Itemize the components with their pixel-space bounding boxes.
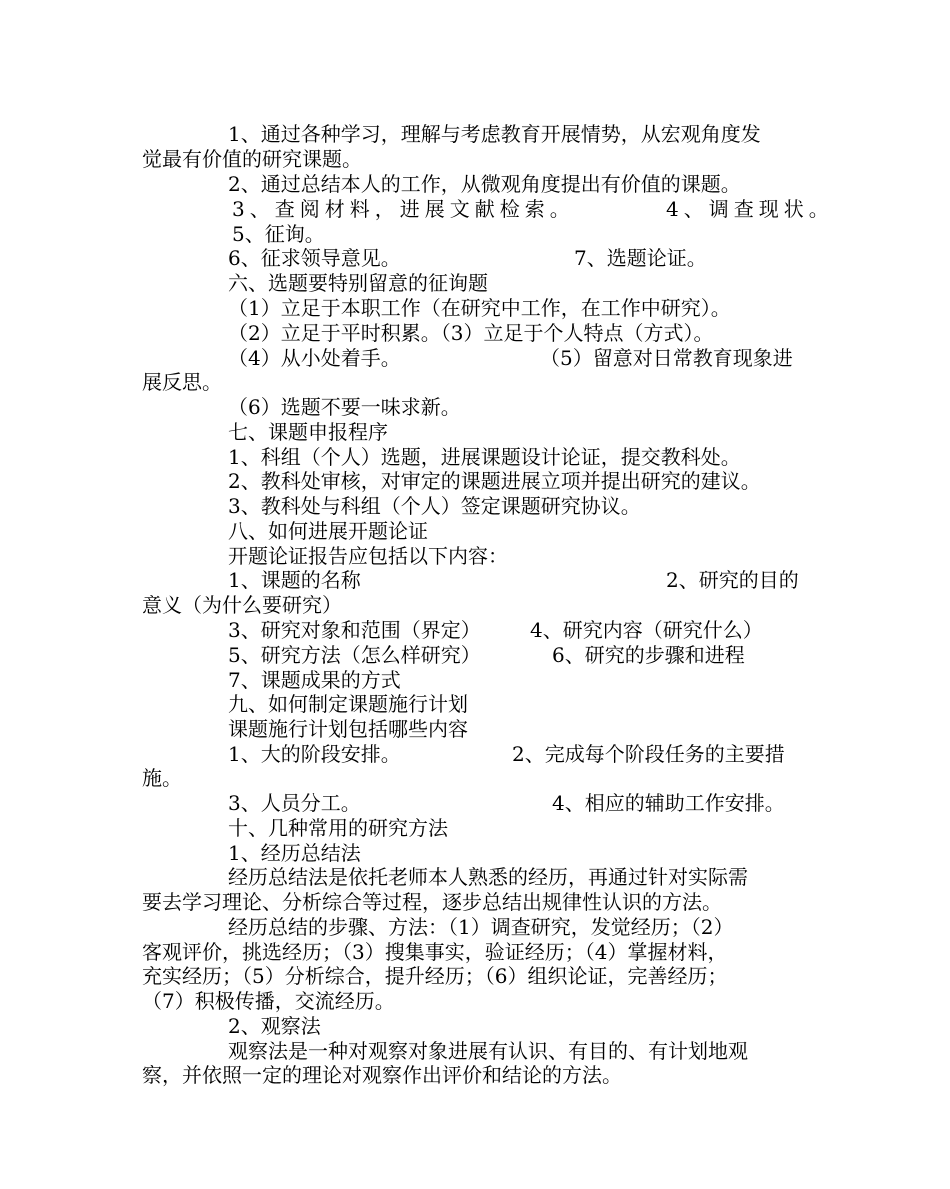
text-line: （1）立足于本职工作（在研究中工作，在工作中研究）。: [228, 296, 731, 320]
text-line-right: 4、调查现状。: [666, 197, 834, 221]
text-line: 5、征询。: [232, 222, 325, 246]
text-line: （2）立足于平时积累。（3）立足于个人特点（方式）。: [228, 321, 714, 345]
text-line: 察，并依照一定的理论对观察作出评价和结论的方法。: [142, 1063, 622, 1087]
text-line: 要去学习理论、分析综合等过程，逐步总结出规律性认识的方法。: [142, 890, 722, 914]
text-line: 经历总结法是依托老师本人熟悉的经历，再通过针对实际需: [228, 865, 748, 889]
text-line-left: 3、人员分工。: [228, 791, 361, 815]
text-line: 2、观察法: [228, 1014, 321, 1038]
text-line: 六、选题要特别留意的征询题: [228, 271, 488, 295]
text-line: 观察法是一种对观察对象进展有认识、有目的、有计划地观: [228, 1039, 748, 1063]
text-line-right: 7、选题论证。: [574, 246, 707, 270]
text-line: 展反思。: [142, 370, 222, 394]
text-line: 八、如何进展开题论证: [228, 519, 428, 543]
text-line: 3、教科处与科组（个人）签定课题研究协议。: [228, 494, 641, 518]
text-line-right: 2、研究的目的: [666, 568, 799, 592]
text-line: 1、经历总结法: [228, 841, 361, 865]
text-line: 7、课题成果的方式: [228, 668, 401, 692]
text-line: 客观评价，挑选经历；（3）搜集事实，验证经历；（4）掌握材料，: [142, 940, 728, 964]
text-line: 施。: [142, 766, 182, 790]
text-line: 充实经历；（5）分析综合，提升经历；（6）组织论证，完善经历；: [142, 964, 728, 988]
text-line-left: 3、查阅材料，进展文献检索。: [232, 197, 575, 221]
text-line-right: 4、相应的辅助工作安排。: [552, 791, 785, 815]
text-line: 课题施行计划包括哪些内容: [228, 717, 468, 741]
text-line: 1、通过各种学习，理解与考虑教育开展情势，从宏观角度发: [228, 122, 761, 146]
text-line-left: 6、征求领导意见。: [228, 246, 401, 270]
text-line-right: 2、完成每个阶段任务的主要措: [512, 742, 785, 766]
text-line-left: 1、大的阶段安排。: [228, 742, 401, 766]
text-line-right: （5）留意对日常教育现象进: [540, 346, 793, 370]
text-line-right: 6、研究的步骤和进程: [552, 643, 745, 667]
text-line: 十、几种常用的研究方法: [228, 816, 448, 840]
text-line: 2、教科处审核，对审定的课题进展立项并提出研究的建议。: [228, 469, 761, 493]
text-line-left: 1、课题的名称: [228, 568, 361, 592]
text-line: 开题论证报告应包括以下内容：: [228, 544, 508, 568]
text-line: 经历总结的步骤、方法：（1）调查研究，发觉经历；（2）: [228, 915, 734, 939]
text-line: 九、如何制定课题施行计划: [228, 692, 468, 716]
text-line: （6）选题不要一味求新。: [228, 395, 461, 419]
text-line: （7）积极传播，交流经历。: [142, 989, 395, 1013]
text-line-left: 5、研究方法（怎么样研究）: [228, 643, 481, 667]
text-line: 觉最有价值的研究课题。: [142, 147, 362, 171]
text-line: 意义（为什么要研究）: [142, 593, 342, 617]
text-line: 1、科组（个人）选题，进展课题设计论证，提交教科处。: [228, 445, 741, 469]
text-line: 七、课题申报程序: [228, 420, 388, 444]
text-line-right: 4、研究内容（研究什么）: [530, 618, 763, 642]
text-line-left: （4）从小处着手。: [228, 346, 401, 370]
text-line: 2、通过总结本人的工作，从微观角度提出有价值的课题。: [228, 172, 741, 196]
text-line-left: 3、研究对象和范围（界定）: [228, 618, 481, 642]
